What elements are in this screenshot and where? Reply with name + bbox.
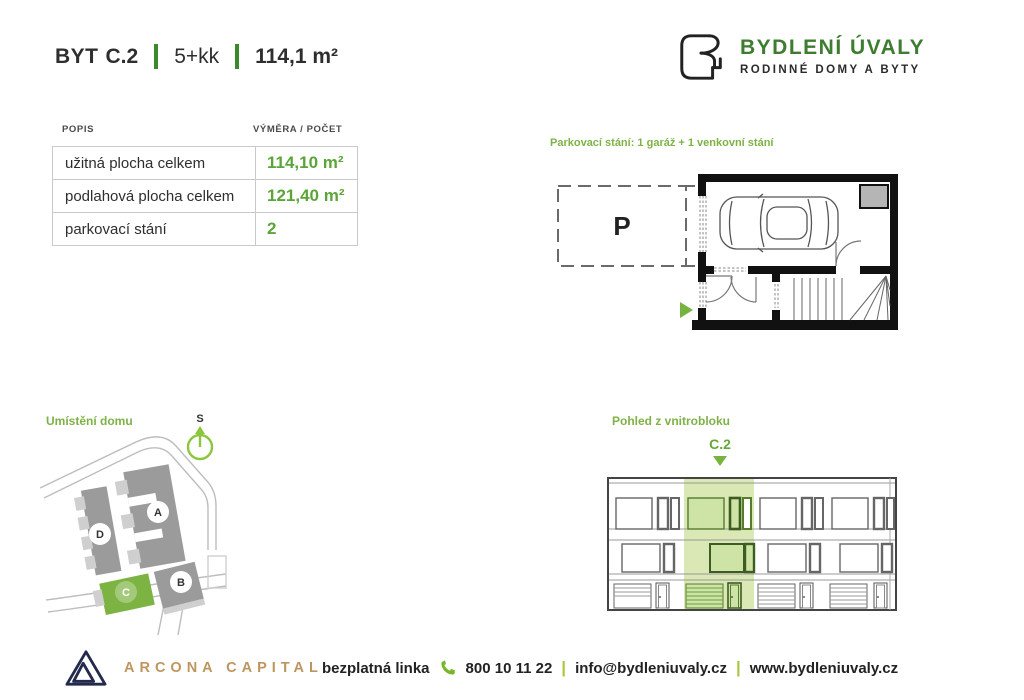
site-section-label: Umístění domu (46, 414, 133, 428)
garage-door-opening (700, 196, 706, 252)
spec-table (52, 146, 358, 246)
parking-p-marker: P (613, 211, 631, 241)
col-header-popis: POPIS (62, 124, 95, 135)
spec-table-headers (62, 124, 356, 135)
site-map (40, 410, 230, 635)
row-value: 114,10 m² (267, 153, 344, 172)
parking-section-label: Parkovací stání: 1 garáž + 1 venkovní stání (550, 137, 774, 149)
car-top-view (720, 194, 838, 252)
footer-website[interactable]: www.bydleniuvaly.cz (749, 659, 899, 677)
arcona-brand (64, 648, 323, 688)
elevation-unit-marker: C.2 (709, 436, 731, 452)
marker-a: A (154, 507, 162, 519)
hotline-phone[interactable]: 800 10 11 22 (465, 659, 553, 677)
page-title (55, 44, 338, 69)
compass-label: S (196, 413, 204, 425)
title-separator (154, 44, 158, 69)
stairs (794, 276, 890, 320)
row-value: 2 (267, 219, 277, 238)
footer-separator: | (735, 658, 741, 677)
arcona-logo-icon (64, 648, 108, 688)
title-unit-code: C.2 (105, 44, 139, 68)
footer-separator: | (561, 658, 567, 677)
table-row (53, 213, 357, 246)
unit-marker-arrow-icon (713, 456, 727, 466)
brand-logo-icon (676, 30, 728, 84)
footer-contact-row (322, 658, 898, 678)
parking-floor-plan (550, 166, 906, 338)
brand-text (740, 30, 925, 76)
entrance-arrow-icon (680, 302, 693, 318)
marker-d: D (96, 529, 104, 541)
marker-c: C (122, 587, 130, 599)
title-layout: 5+kk (174, 44, 220, 68)
title-area: 114,1 m² (255, 44, 339, 68)
title-byt: BYT (55, 44, 99, 68)
arcona-company-name: ARCONA CAPITAL (124, 660, 323, 676)
phone-icon (440, 660, 456, 676)
footer-email[interactable]: info@bydleniuvaly.cz (575, 659, 727, 677)
row-label: užitná plocha celkem (53, 147, 256, 179)
shaft (860, 185, 888, 208)
brand-name: BYDLENÍ ÚVALY (740, 36, 926, 59)
building-elevation (606, 466, 898, 616)
table-row (53, 147, 357, 180)
row-label: parkovací stání (53, 213, 256, 245)
row-label: podlahová plocha celkem (53, 180, 256, 212)
brand-header (676, 30, 925, 84)
table-row (53, 180, 357, 213)
compass-north-icon (188, 413, 212, 459)
row-value: 121,40 m² (267, 186, 345, 205)
marker-b: B (177, 577, 185, 589)
hotline-label: bezplatná linka (322, 659, 430, 677)
elevation-section-label: Pohled z vnitrobloku (612, 414, 731, 428)
col-header-vymera: VÝMĚRA / POČET (253, 124, 343, 135)
title-separator (235, 44, 239, 69)
brand-tagline: RODINNÉ DOMY A BYTY (740, 64, 921, 76)
